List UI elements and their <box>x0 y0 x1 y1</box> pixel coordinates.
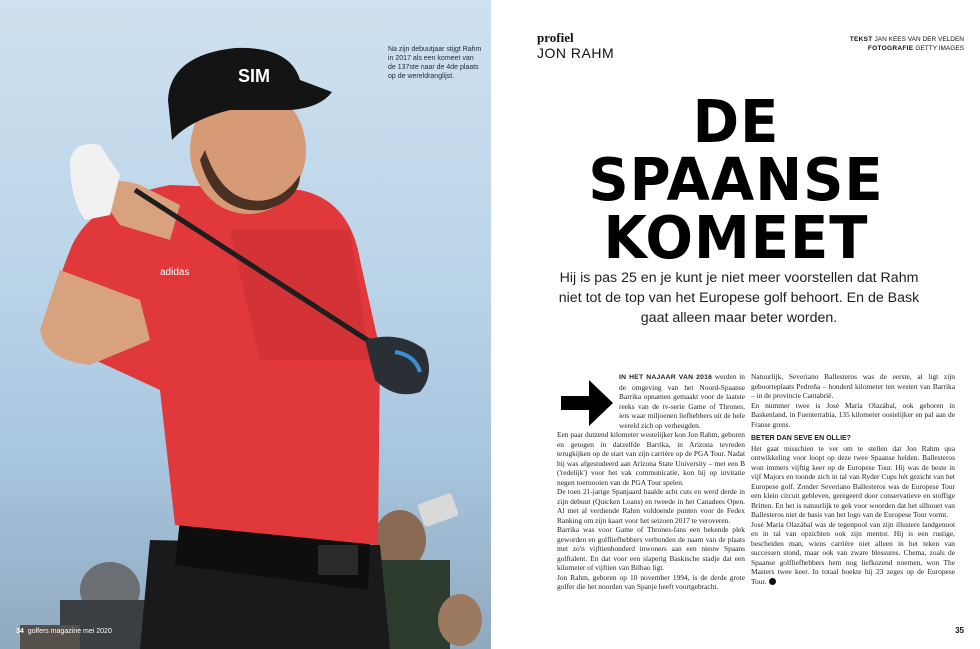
spectator-head <box>438 594 482 646</box>
end-mark-icon <box>769 578 776 585</box>
headline-line: DE <box>692 88 780 157</box>
page-number-right: 35 <box>955 626 964 635</box>
credit-photo-label: FOTOGRAFIE <box>867 45 914 52</box>
credit-text-label: TEKST <box>849 36 873 43</box>
adidas-logo: adidas <box>160 267 190 278</box>
right-page-article <box>491 0 980 649</box>
intro-paragraph: Hij is pas 25 en je kunt je niet meer voorstellen dat Rahm niet tot de top van het Europese golf behoort. En de Bask gaat alleen maar beter worden. <box>558 270 920 326</box>
body-paragraph: Jon Rahm, geboren op 10 november 1994, is de derde grote golfer die het noorden van Spanje heeft voortgebracht. <box>557 572 745 591</box>
body-paragraph: Barrika was voor Game of Thrones-fans een bekende plek geworden en golfliefhebbers verbonden de naam van de plaats met zo'n vijftienhonderd inwoners aan een nieuw Spaans golftalent. En dat voor een slaperig Baskische stadje dat een kilometer of vijftien van Bilbao ligt. <box>557 525 745 572</box>
body-paragraph <box>751 520 955 587</box>
photo-caption: Na zijn debuutjaar stijgt Rahm in 2017 als een komeet van de 137ste naar de 4de plaats op de wereldranglijst. <box>388 46 482 80</box>
magazine-issue: golfers magazine mei 2020 <box>27 628 112 635</box>
lead-text: werden in de omgeving van het Noord-Spaanse Barrika opnamen gemaakt voor de laatste reeks van de tv-serie Game of Thrones, iets waar miljoenen liefhebbers uit de hele wereld zich op verheugden. <box>619 372 745 430</box>
body-paragraph: En nummer twee is José María Olazábal, ook geboren in Baskenland, in Fuenterrabía, 135 kilometer oostelijker en pal aan de Franse grens. <box>751 400 955 429</box>
lead-caps: IN HET NAJAAR VAN 2016 <box>619 374 713 381</box>
section-name: JON RAHM <box>537 45 615 61</box>
credits <box>850 35 964 53</box>
body-text: José María Olazábal was de tegenpool van zijn illustere landgenoot en in tal van opzichten ook zijn mentor. Hij is een rustige, bescheiden man, wiens carrière niet alleen in het teken van successen stond, maar ook van zware blessures. Chema, zoals de Spaanse golfliefhebbers hem nog liefkozend noemen, won The Masters twee keer. In totaal boekte hij 23 zeges op de Europese Tour. <box>751 519 955 586</box>
lead-paragraph <box>557 372 745 430</box>
folio-left <box>16 628 112 635</box>
credit-photo-value: GETTY IMAGES <box>915 45 964 52</box>
page-number-left: 34 <box>16 628 24 635</box>
article-column-1 <box>557 372 745 592</box>
headline-line: KOMEET <box>603 204 869 273</box>
belt-buckle <box>318 545 358 575</box>
section-label: profiel <box>537 30 574 45</box>
body-paragraph: De toen 21-jarige Spanjaard haalde acht cuts en werd derde in zijn debuut (Quicken Loans) en tweede in het Canadees Open. Al met al verdiende Rahm voldoende punten voor de Fedex Ranking om zijn kaart voor het seizoen 2017 te veroveren. <box>557 487 745 525</box>
subheading: BETER DAN SEVE EN OLLIE? <box>751 435 851 442</box>
body-paragraph: Natuurlijk, Severiano Ballesteros was de eerste, al ligt zijn geboorteplaats Pedreña – honderd kilometer ten westen van Barrika – in de provincie Cantabrië. <box>751 372 955 400</box>
cap-logo-sim: SIM <box>238 66 271 86</box>
body-paragraph: Een paar dutzend kilometer westelijker kon Jon Rahm, geboren en getogen in datzelfde Barrika, in Arizona tevreden terugkijken op de start van zijn carrière op de PGA Tour. Nadat hij was afgestudeerd aan Arizona State University – met een B ('redelijk') voor het vak communicatie, kon hij op invitatie negen toernooien van de PGA Tour spelen. <box>557 430 745 487</box>
credit-text-value: JAN KEES VAN DER VELDEN <box>874 36 964 43</box>
headline <box>571 88 901 273</box>
body-paragraph: Het gaat misschien te ver om te stellen dat Jon Rahm qua ontwikkeling voor loopt op deze twee Spaanse helden. Ballesteros won immers vijftig keer op de Europese Tour. Hij was de beste in vijf Majors en toonde zich in tal van Ryder Cups hét gezicht van het Europese golf. Zonder Severiano Ballesteros was de Europese Tour een klein circuit gebleven, geregeerd door conservatieve en stoffige Britten. En het is natuurlijk te gek voor woorden dat het silhouet van Ballesteros niet de basis van het logo van de Europese Tour vormt. <box>751 443 955 519</box>
article-column-2 <box>751 372 955 586</box>
headline-line: SPAANSE <box>588 146 884 215</box>
phone-camera <box>417 493 459 528</box>
